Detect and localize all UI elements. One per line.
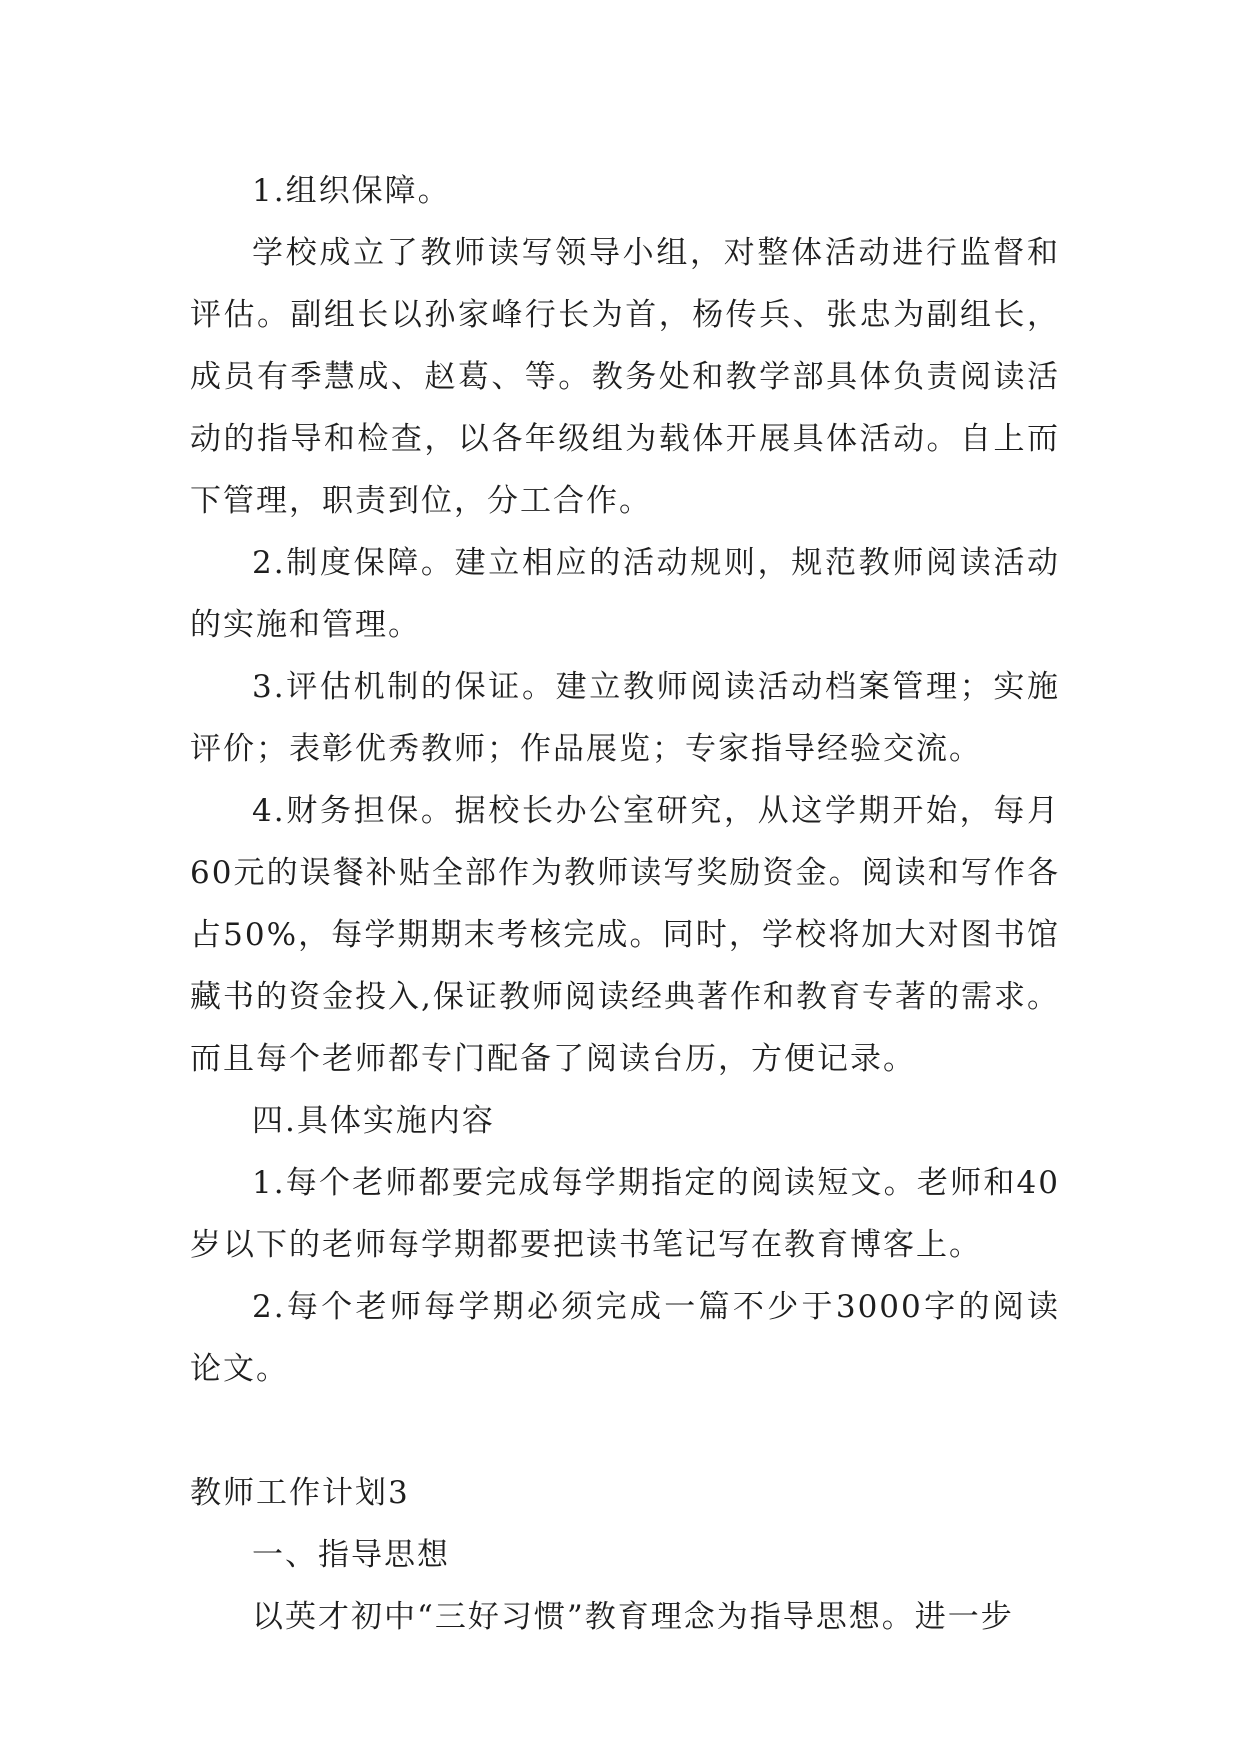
paragraph-org-guarantee: 1.组织保障。 <box>252 173 451 209</box>
section-gap <box>190 1400 1060 1462</box>
paragraph-implementation-1: 1.每个老师都要完成每学期指定的阅读短文。老师和40岁以下的老师每学期都要把读书笔记写在教育博客上。 <box>190 1165 1060 1263</box>
paragraph-system-guarantee: 2.制度保障。建立相应的活动规则，规范教师阅读活动的实施和管理。 <box>190 545 1060 643</box>
paragraph-section-four-heading: 四.具体实施内容 <box>252 1103 495 1139</box>
paragraph-evaluation-mechanism: 3.评估机制的保证。建立教师阅读活动档案管理；实施评价；表彰优秀教师；作品展览；专家指导经验交流。 <box>190 669 1060 767</box>
section-title: 教师工作计划3 <box>190 1475 410 1511</box>
paragraph-implementation-2: 2.每个老师每学期必须完成一篇不少于3000字的阅读论文。 <box>190 1289 1060 1387</box>
paragraph-financial-guarantee: 4.财务担保。据校长办公室研究，从这学期开始，每月60元的误餐补贴全部作为教师读写奖励资金。阅读和写作各占50%，每学期期末考核完成。同时，学校将加大对图书馆藏书的资金投入,保证教师阅读经典著作和教育专著的需求。而且每个老师都专门配备了阅读台历，方便记录。 <box>190 793 1060 1077</box>
paragraph-guiding-ideology: 以英才初中“三好习惯”教育理念为指导思想。进一步 <box>252 1599 1014 1635</box>
document-body <box>190 160 1060 1648</box>
paragraph-leadership-group: 学校成立了教师读写领导小组，对整体活动进行监督和评估。副组长以孙家峰行长为首，杨传兵、张忠为副组长，成员有季慧成、赵葛、等。教务处和教学部具体负责阅读活动的指导和检查，以各年级组为载体开展具体活动。自上而下管理，职责到位，分工合作。 <box>190 235 1060 519</box>
paragraph-guiding-ideology-heading: 一、指导思想 <box>252 1537 450 1573</box>
